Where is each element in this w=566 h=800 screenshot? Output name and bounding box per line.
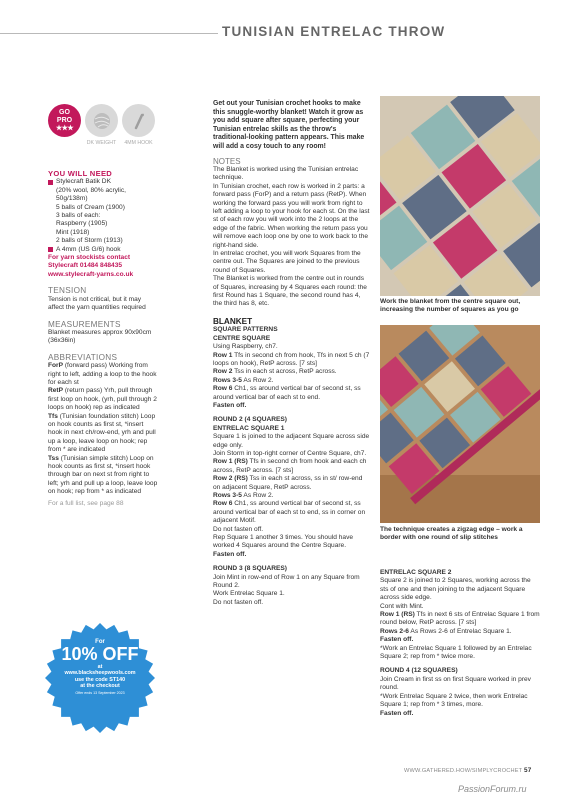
round-2-heading: ROUND 2 (4 SQUARES) <box>213 416 288 424</box>
badge-top: GO <box>59 108 70 116</box>
left-column <box>48 104 158 508</box>
promo-url: www.blacksheepwools.com <box>64 670 136 677</box>
notes-para: In entrelac crochet, you will work Squares from the centre out. The Squares are joined to the previous round of Squares. <box>213 250 361 274</box>
need-item-yarn: Stylecraft Batik DK <box>48 178 158 186</box>
blanket-photo-edge <box>380 325 540 523</box>
watermark: PassionForum.ru <box>458 784 527 794</box>
tension-text: Tension is not critical, but it may affect the yarn quantities required <box>48 295 146 312</box>
right-column: ENTRELAC SQUARE 2 Square 2 is joined to 2 Squares, working across the sts of one and then joining to the adjacent Square across side edge. Cont with Mint. Row 1 (RS) Tfs in next 6 sts of Entrelac Square 1 from round below, RetP across. [7 sts] Rows 2-6 As Rows 2-6 of Entrelac Square 1. Fasten off. *Work an Entrelac Square 1 followed by an Entrelac Square 2; rep from * twice more. ROUND 4 (12 SQUARES) Join Cream in first ss on first Square worked in prev round. *Work Entrelac Square 2 twice, then work Entrelac Square 1; rep from * 3 times, more. Fasten off. <box>380 569 540 717</box>
round-3-heading: ROUND 3 (8 SQUARES) <box>213 565 288 573</box>
pattern-row: Row 1 (RS) Tfs in next 6 sts of Entrelac Square 1 from round below, RetP across. [7 sts] <box>380 611 540 627</box>
page-title: TUNISIAN ENTRELAC THROW <box>222 24 446 39</box>
yarn-spec <box>85 104 118 146</box>
pattern-row: Rows 3-5 As Row 2. <box>213 492 274 499</box>
stockist-link[interactable]: www.stylecraft-yarns.co.uk <box>48 270 134 278</box>
promo-expiry: Offer ends 13 September 2023 <box>75 690 125 695</box>
crochet-hook-icon <box>122 104 155 137</box>
centre-square-heading: CENTRE SQUARE <box>213 334 271 342</box>
pattern-row: Row 2 Tss in each st across, RetP across. <box>213 368 337 376</box>
yarn-ball-icon <box>85 104 118 137</box>
photo-caption-2: The technique creates a zigzag edge – work a border with one round of slip stitches <box>380 526 523 542</box>
abbr-tss: Tss (Tunisian simple stitch) Loop on hook counts as first st, *insert hook through bar on next st from right to left; yrh and pull up a loop, leave loop on hook; rep from * as indicated <box>48 454 158 496</box>
yarn-details: (20% wool, 80% acrylic, 50g/138m) 5 balls of Cream (1900) 3 balls of each: Raspberry (1905) Mint (1918) 2 balls of Storm (1913) <box>56 186 126 245</box>
need-item-hook: A 4mm (US G/6) hook <box>48 246 158 254</box>
blanket-photo-centre <box>380 96 540 296</box>
promo-code: use the code ST140 <box>74 676 126 683</box>
entrelac-square-1-heading: ENTRELAC SQUARE 1 <box>213 424 285 432</box>
notes-para: In Tunisian crochet, each row is worked in 2 parts: a forward pass (ForP) and a return pass (RetP). When working the forward pass you will work from right to left adding a loop to your hook for each st. On the last st of each row you will work into the 2 loops at the edge of the fabric. When working the return pass you will remove each loop one by one to work back to the right-hand side. <box>213 182 370 249</box>
footer-url[interactable]: WWW.GATHERED.HOW/SIMPLYCROCHET <box>404 768 523 774</box>
notes-heading: NOTES <box>213 156 241 166</box>
abbr-forp: ForP (forward pass) Working from right to left, adding a loop to the hook for each st <box>48 362 157 386</box>
notes-para: The Blanket is worked using the Tunisian entrelac technique. <box>213 165 359 182</box>
difficulty-spec <box>48 104 81 137</box>
difficulty-badge <box>48 104 81 137</box>
header-rule <box>0 33 218 34</box>
pattern-row: Row 1 (RS) Tfs in second ch from hook and each ch across, RetP across. [7 sts] <box>213 458 367 474</box>
page-number: 57 <box>523 767 532 774</box>
middle-column: Get out your Tunisian crochet hooks to make this snuggle-worthy blanket! Watch it grow as you add square after square, perfecting your Tunisian entrelac skills as the throw's traditional-looking pattern appears. This make will add a cosy touch to any room! NOTES The Blanket is worked using the Tunisian entrelac technique. In Tunisian crochet, each row is worked in 2 parts: a forward pass (ForP) and a return pass (RetP). When working the forward pass you will work from right to left adding a loop to your hook for each st. On the last st of each row you will work into the 2 loops at the edge of the fabric. When working the return pass you will remove each loop one by one to work back to the right-hand side. In entrelac crochet, you will work Squares from the centre out. The Squares are joined to the previous round of Squares. The Blanket is worked from the centre out in rounds of Squares, increasing by 4 Squares each round: the first Round has 1 Square, the second round has 4, the third has 8, etc. BLANKET SQUARE PATTERNS CENTRE SQUARE Using Raspberry, ch7. Row 1 Tfs in second ch from hook, Tfs in next 5 ch (7 loops on hook), RetP across. [7 sts] Row 2 Tss in each st across, RetP across. Rows 3-5 As Row 2. Row 6 Ch1, ss around vertical bar of second st, ss around vertical bar of each st to end. Fasten off. ROUND 2 (4 SQUARES) ENTRELAC SQUARE 1 Square 1 is joined to the adjacent Square across side edge only. Join Storm in top-right corner of Centre Square, ch7. Row 1 (RS) Tfs in second ch from hook and each ch across, RetP across. [7 sts] Row 2 (RS) Tss in each st across, ss in st/ row-end on adjacent Square, RetP across. Rows 3-5 As Row 2. Row 6 Ch1, ss around vertical bar of second st, ss around vertical bar of each st to end, ss in corner on adjacent Motif. Do not fasten off. Rep Square 1 another 3 times. You should have worked 4 Squares around the Centre Square. Fasten off. ROUND 3 (8 SQUARES) Join Mint in row-end of Row 1 on any Square from Round 2. Work Entrelac Square 1. Do not fasten off. <box>213 100 370 606</box>
pattern-row: Rows 2-6 As Rows 2-6 of Entrelac Square 1. <box>380 627 512 635</box>
yarn-weight-label: DK WEIGHT <box>86 140 117 146</box>
full-list-note: For a full list, see page 88 <box>48 499 124 507</box>
pattern-row: Row 6 Ch1, ss around vertical bar of second st, ss around vertical bar of each st to end, ss in corner on adjacent Motif. <box>213 500 366 525</box>
badge-mid: PRO <box>56 116 73 124</box>
pattern-row: Row 1 Tfs in second ch from hook, Tfs in next 5 ch (7 loops on hook), RetP across. [7 sts] <box>213 351 370 367</box>
photo-caption-1: Work the blanket from the centre square out, increasing the number of squares as you go <box>380 298 521 314</box>
blanket-heading: BLANKET <box>213 316 253 326</box>
measurements-text: Blanket measures approx 90x90cm (36x36in) <box>48 328 152 345</box>
pattern-row: Row 6 Ch1, ss around vertical bar of second st, ss around vertical bar of each st to end. <box>213 385 361 401</box>
abbreviations-heading: ABBREVIATIONS <box>48 352 118 362</box>
bullet-square-icon <box>48 180 53 185</box>
entrelac-square-2-heading: ENTRELAC SQUARE 2 <box>380 569 452 576</box>
measurements-heading: MEASUREMENTS <box>48 319 121 329</box>
promo-text: For 10% OFF at www.blacksheepwools.com use the code ST140 at the checkout Offer ends 13 September 2023 <box>44 639 156 696</box>
tension-heading: TENSION <box>48 286 87 296</box>
page-footer <box>404 767 544 774</box>
pattern-row: Rows 3-5 As Row 2. <box>213 376 274 384</box>
discount-promo-badge[interactable] <box>44 622 156 734</box>
abbr-retp: RetP (return pass) Yrh, pull through first loop on hook, (yrh, pull through 2 loops on hook) rep as indicated <box>48 387 157 412</box>
abbr-tfs: Tfs (Tunisian foundation stitch) Loop on hook counts as first st, *insert hook in next ch/row-end, yrh and pull up a loop, leave loop on hook; rep from * are indicated <box>48 412 156 454</box>
stockist-info: For yarn stockists contact Stylecraft 01484 848435 www.stylecraft-yarns.co.uk <box>48 254 158 279</box>
hook-spec <box>122 104 155 146</box>
bullet-square-icon <box>48 247 53 252</box>
notes-para: The Blanket is worked from the centre out in rounds of Squares, increasing by 4 Squares each round: the first Round has 1 Square, the second round has 4, the third has 8, etc. <box>213 275 367 308</box>
promo-discount: 10% OFF <box>61 644 139 664</box>
square-patterns-heading: SQUARE PATTERNS <box>213 326 278 334</box>
intro-paragraph: Get out your Tunisian crochet hooks to make this snuggle-worthy blanket! Watch it grow as you add square after square, perfecting your Tunisian entrelac skills as the throw's traditional-looking pattern appears. This make will add a cosy touch to any room! <box>213 100 365 150</box>
hook-size-label: 4MM HOOK <box>124 140 153 146</box>
round-4-heading: ROUND 4 (12 SQUARES) <box>380 667 458 675</box>
star-icon: ★★★ <box>55 124 74 132</box>
you-will-need-heading: YOU WILL NEED <box>48 169 113 178</box>
spec-icons <box>48 104 158 164</box>
pattern-row: Row 2 (RS) Tss in each st across, ss in st/ row-end on adjacent Square, RetP across. <box>213 475 363 491</box>
